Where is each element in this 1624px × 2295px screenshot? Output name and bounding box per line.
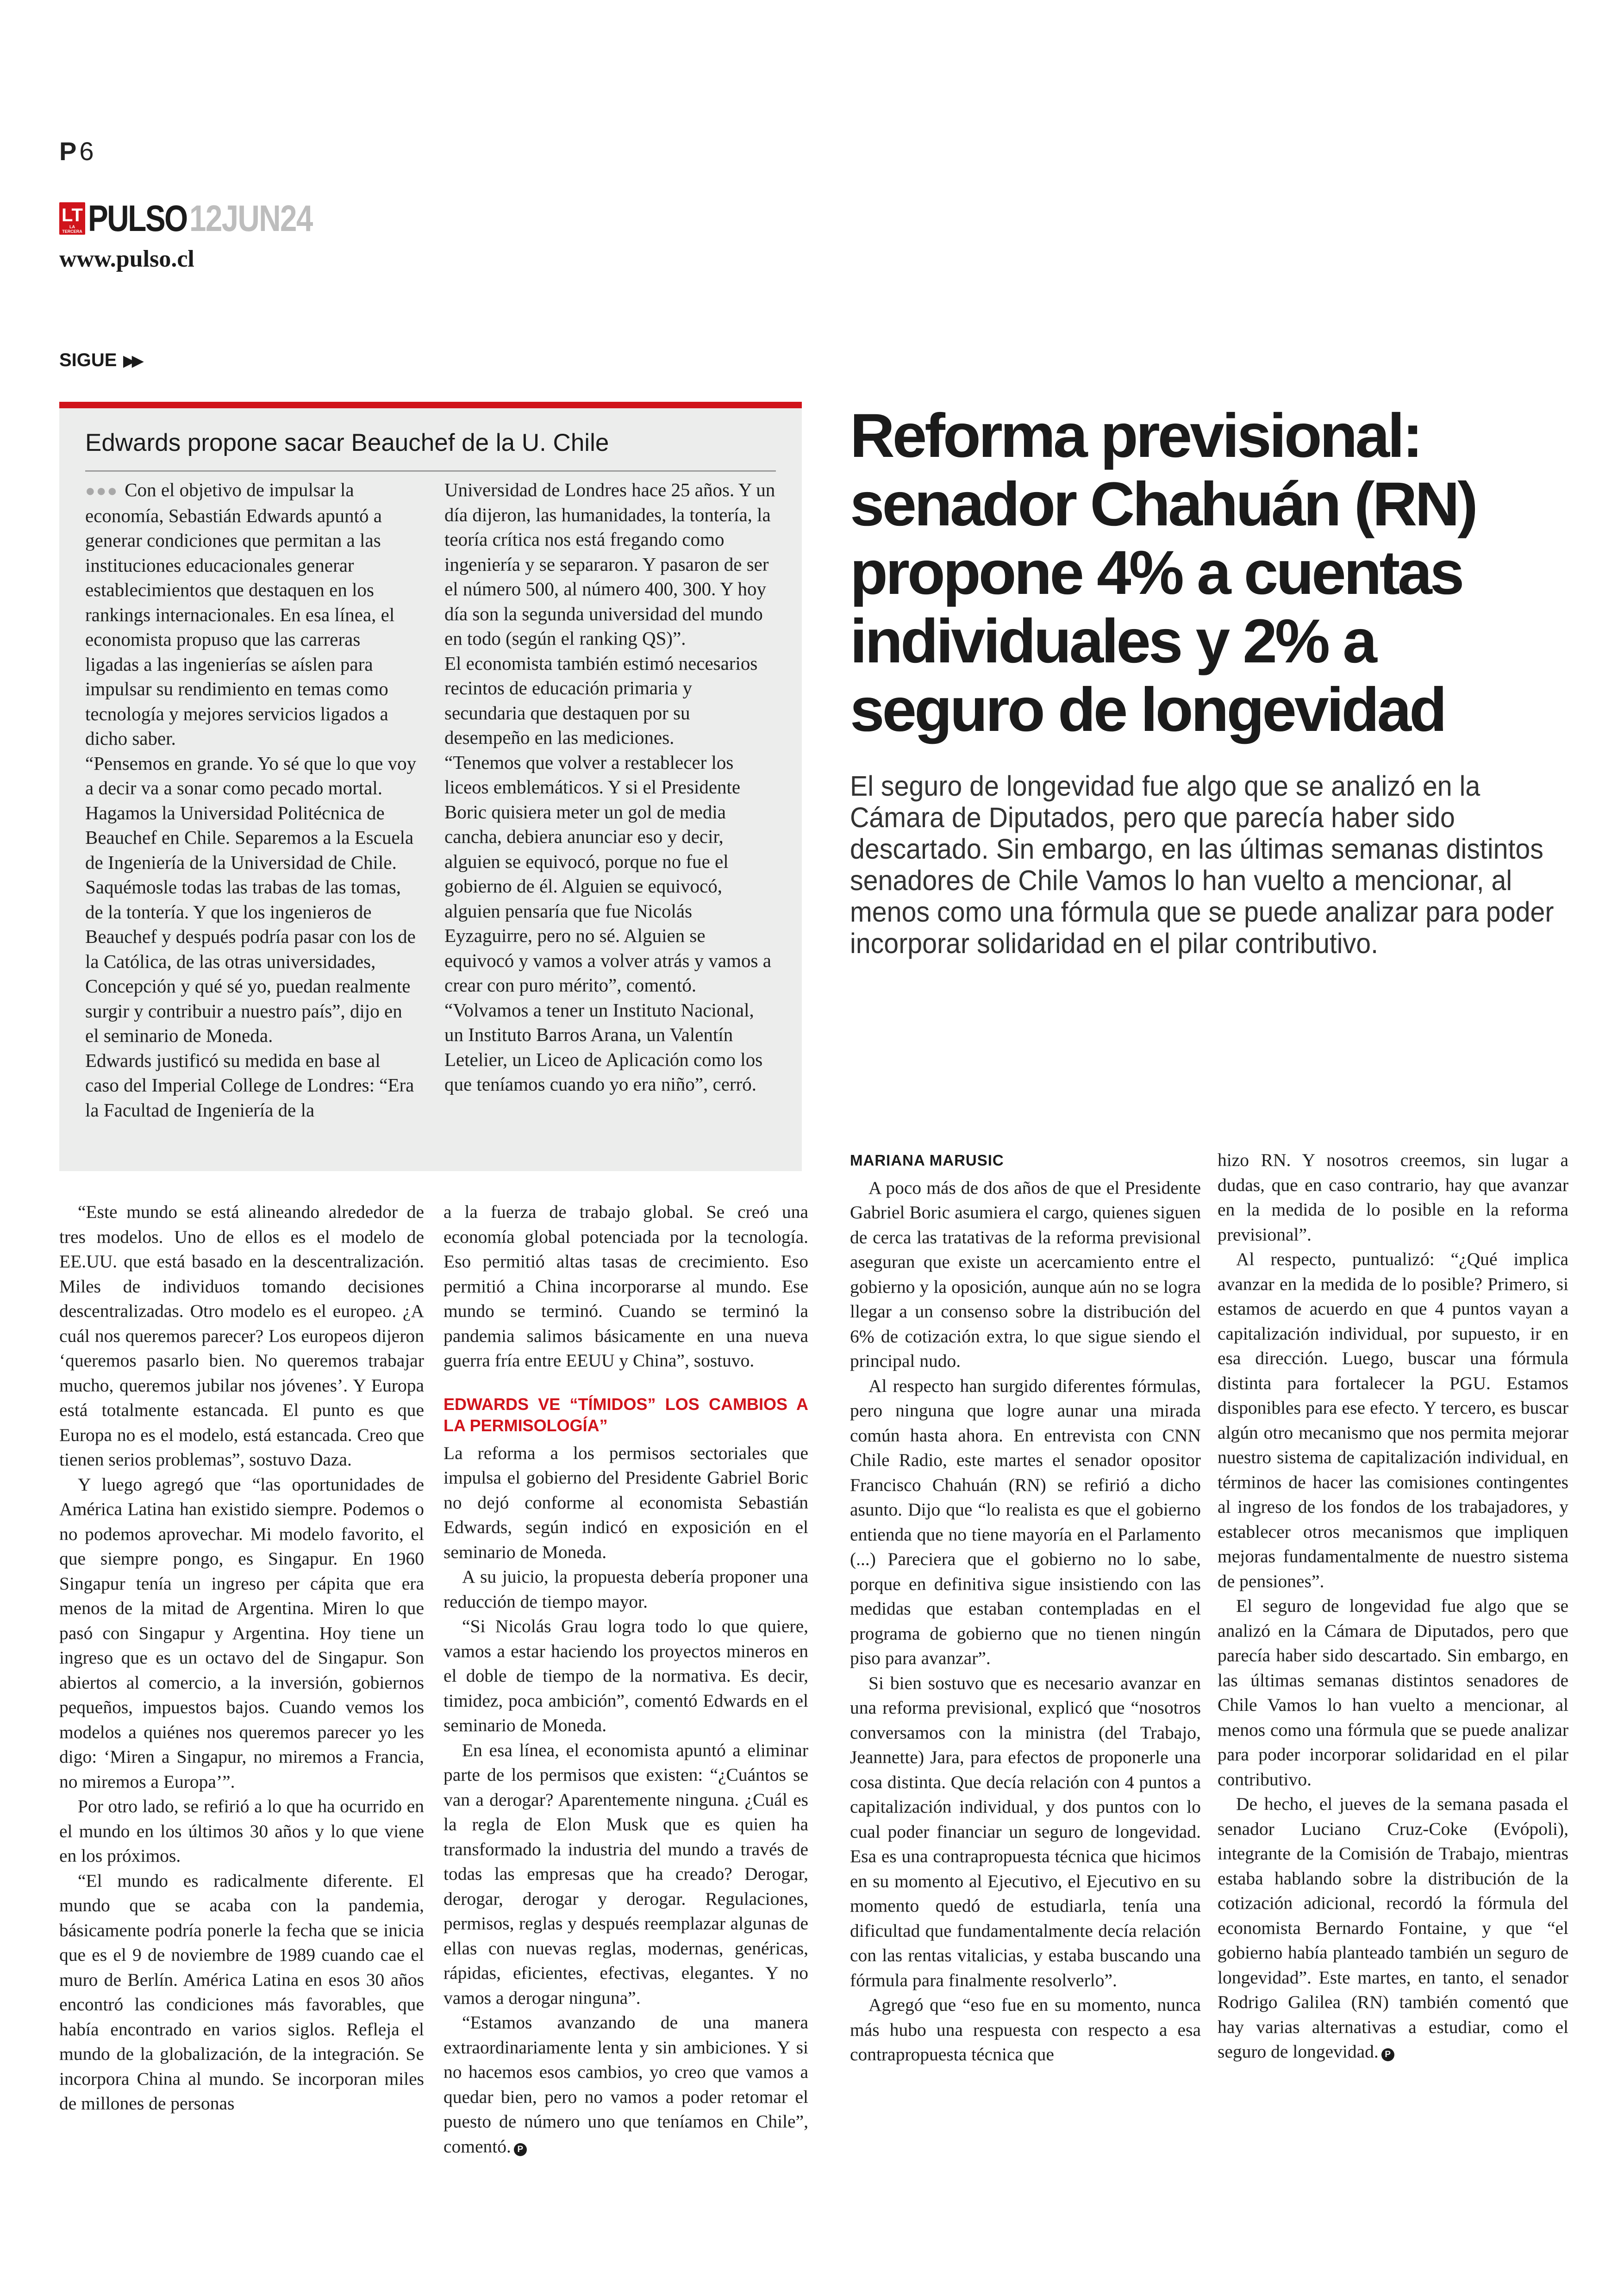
- section-subhead: EDWARDS VE “TÍMIDOS” LOS CAMBIOS A LA PERMISOLOGÍA”: [443, 1394, 808, 1435]
- body-paragraph: Al respecto han surgido diferentes fórmulas, pero ninguna que logre aunar una mirada común hasta ahora. En entrevista con CNN Chile Radio, este martes el senador opositor Francisco Chahuán (RN) se refirió a dicho asunto. Dijo que “lo realista es que el gobierno entienda que no tiene mayoría en el Parlamento (...) Pareciera que el gobierno no lo sabe, porque en definitiva sigue insistiendo con las medidas que estaban contempladas en el programa de gobierno que no tienen ningún piso para avanzar”.: [850, 1375, 1201, 1668]
- body-paragraph: A su juicio, la propuesta debería proponer una reducción de tiempo mayor.: [443, 1566, 808, 1612]
- article-headline: Reforma previsional: senador Chahuán (RN) propone 4% a cuentas individuales y 2% a seguro de longevidad: [850, 401, 1476, 744]
- sidebar-column-2: [444, 478, 776, 1123]
- sidebar-paragraph: ●●● Con el objetivo de impulsar la economía, Sebastián Edwards apuntó a generar condiciones que permitan a las instituciones educacionales generar establecimientos que destaquen en los rankings internacionales. En esa línea, el economista propuso que las carreras ligadas a las ingenierías se aíslen para impulsar su rendimiento en temas como tecnología y mejores servicios ligados a dicho saber.: [85, 479, 395, 749]
- article-deck: El seguro de longevidad fue algo que se analizó en la Cámara de Diputados, pero que parecía haber sido descartado. Sin embargo, en las últimas semanas distintos senadores de Chile Vamos lo han vuelto a mencionar, al menos como una fórmula que se puede analizar para poder incorporar solidaridad en el pilar contributivo.: [850, 770, 1554, 959]
- body-paragraph: hizo RN. Y nosotros creemos, sin lugar a dudas, que en caso contrario, hay que avanzar en la medida de lo posible en la reforma previsional”.: [1218, 1150, 1568, 1245]
- article-column-1: [850, 1148, 1201, 2067]
- body-paragraph: “Estamos avanzando de una manera extraordinariamente lenta y sin ambiciones. Y si no hacemos esos cambios, yo creo que vamos a quedar bien, pero no vamos a poder retomar el puesto de número uno que teníamos en Chile”, comentó. P: [443, 2012, 808, 2157]
- sidebar-title: Edwards propone sacar Beauchef de la U. Chile: [85, 429, 609, 456]
- sidebar-columns: [85, 478, 776, 1123]
- end-of-article-icon: P: [1381, 2048, 1394, 2061]
- la-tercera-logo: LT LA TERCERA: [59, 202, 85, 235]
- body-paragraph: Y luego agregó que “las oportunidades de América Latina han existido siempre. Podemos o no podemos aprovechar. Mi modelo favorito, el que siempre pongo, es Singapur. En 1960 Singapur tenía un ingreso per cápita que era menos de la mitad de Argentina. Miren lo que pasó con Singapur y Argentina. Hoy tiene un ingreso que es un octavo del de Singapur. Son abiertos al comercio, a la inversión, gobiernos pequeños, impuestos bajos. Cuando vemos los modelos a quiénes nos queremos parecer yo les digo: ‘Miren a Singapur, no miremos a Francia, no miremos a Europa’”.: [59, 1474, 424, 1792]
- sidebar-column-1: [85, 478, 417, 1123]
- body-paragraph: De hecho, el jueves de la semana pasada el senador Luciano Cruz-Coke (Evópoli), integrante de la Comisión de Trabajo, mientras estaba hablando sobre la distribución de la cotización adicional, recordó la fórmula del economista Bernardo Fontaine, y que “el gobierno había planteado también un seguro de longevidad”. Este martes, en tanto, el senador Rodrigo Galilea (RN) también comentó que hay varias alternativas a estudiar, como el seguro de longevidad. P: [1218, 1794, 1568, 2062]
- sidebar-paragraph: El economista también estimó necesarios recintos de educación primaria y secundaria que destaquen por su desempeño en las mediciones.: [444, 652, 758, 748]
- sidebar-paragraph: Universidad de Londres hace 25 años. Y un día dijeron, las humanidades, la tontería, la teoría crítica nos está fregando como ingeniería y se separaron. Y pasaron de ser el número 500, al número 400, 300. Y hoy día son la segunda universidad del mundo en todo (según el ranking QS)”.: [444, 479, 775, 649]
- bullet-dots-icon: ●●●: [85, 481, 119, 500]
- body-paragraph: Si bien sostuvo que es necesario avanzar en una reforma previsional, explicó que “nosotros conversamos con la ministra (del Trabajo, Jeannette) Jara, para efectos de proponerle una cosa distinta. Que decía relación con 4 puntos a capitalización individual, y dos puntos con lo cual poder financiar un seguro de longevidad. Esa es una contrapropuesta técnica que hicimos en su momento al Ejecutivo, el Ejecutivo en su momento quedó de estudiarla, tenía una dificultad que fundamentalmente decía relación con las rentas vitalicias, y estaba buscando una fórmula para finalmente resolverlo”.: [850, 1672, 1201, 1990]
- body-paragraph: En esa línea, el economista apuntó a eliminar parte de los permisos que existen: “¿Cuántos se van a derogar? Aparentemente ninguna. ¿Cuál es la regla de Elon Musk que es quien ha transformado la industria del mundo a través de todas las empresas que ha creado? Derogar, derogar, derogar y derogar. Regulaciones, permisos, reglas y después reemplazar algunas de ellas con nuevas reglas, modernas, genéricas, rápidas, eficientes, efectivas, elegantes. Y no vamos a derogar ninguna”.: [443, 1740, 808, 2008]
- brand-name: PULSO: [88, 198, 187, 239]
- double-arrow-icon: ▶▶: [123, 352, 141, 369]
- body-paragraph: A poco más de dos años de que el Presidente Gabriel Boric asumiera el cargo, quienes siguen de cerca las tratativas de la reforma previsional aseguran que existe un acercamiento entre el gobierno y la oposición, aunque aún no se logra llegar a un consenso sobre la distribución del 6% de cotización extra, lo que sigue siendo el principal nudo.: [850, 1177, 1201, 1371]
- section-label: SIGUE ▶▶: [59, 350, 141, 370]
- body-paragraph: “Si Nicolás Grau logra todo lo que quiere, vamos a estar haciendo los proyectos mineros en el doble de tiempo de la normativa. Es decir, timidez, poca ambición”, comentó Edwards en el seminario de Moneda.: [443, 1616, 808, 1735]
- issue-date: 12JUN24: [189, 198, 312, 239]
- sidebar-divider: [85, 470, 776, 472]
- masthead: [59, 200, 339, 237]
- body-paragraph: “El mundo es radicalmente diferente. El mundo que se acaba con la pandemia, básicamente podría ponerle la fecha que se inicia que es el 9 de noviembre de 1989 cuando cae el muro de Berlín. América Latina en esos 30 años encontró las condiciones más favorables, que había encontrado en varios siglos. Refleja el mundo de la globalización, de la integración. Se incorpora China al mundo. Se incorporan miles de millones de personas: [59, 1870, 424, 2114]
- body-paragraph: a la fuerza de trabajo global. Se creó una economía global potenciada por la tecnología. Eso permitió altas tasas de crecimiento. Eso permitió a China incorporarse al mundo. Ese mundo se terminó. Cuando se terminó la pandemia salimos básicamente en una nueva guerra fría entre EEUU y China”, sostuvo.: [443, 1202, 808, 1371]
- website-url[interactable]: www.pulso.cl: [59, 246, 194, 272]
- edwards-column-2: [443, 1200, 808, 2159]
- body-paragraph: Al respecto, puntualizó: “¿Qué implica avanzar en la medida de lo posible? Primero, si estamos de acuerdo en que 4 puntos vayan a capitalización individual, por supuesto, ir en esa dirección. Luego, buscar una fórmula distinta para fortalecer la PGU. Estamos disponibles para ese efecto. Y tercero, es buscar algún otro mecanismo que nos permita mejorar nuestro sistema de capitalización individual, en términos de hacer las comisiones contingentes al ingreso de los fondos de los trabajadores, y establecer otros mecanismos que impliquen mejoras fundamentalmente de nuestro sistema de pensiones”.: [1218, 1249, 1568, 1591]
- sidebar-box: [59, 402, 802, 1171]
- body-paragraph: Agregó que “eso fue en su momento, nunca más hubo una respuesta con respecto a esa contrapropuesta técnica que: [850, 1995, 1201, 2064]
- edwards-column-1: [59, 1200, 424, 2116]
- article-column-2: [1218, 1148, 1568, 2064]
- sidebar-paragraph: Edwards justificó su medida en base al caso del Imperial College de Londres: “Era la Facultad de Ingeniería de la: [85, 1049, 414, 1121]
- sidebar-paragraph: “Volvamos a tener un Instituto Nacional, un Instituto Barros Arana, un Valentín Letelier, un Liceo de Aplicación como los que teníamos cuando yo era niño”, cerró.: [444, 999, 763, 1095]
- page-number: P 6: [59, 137, 94, 166]
- sidebar-paragraph: “Pensemos en grande. Yo sé que lo que voy a decir va a sonar como pecado mortal. Hagamos la Universidad Politécnica de Beauchef en Chile. Separemos a la Escuela de Ingeniería de la Universidad de Chile. Saquémosle todas las trabas de las tomas, de la tontería. Y que los ingenieros de Beauchef y después podría pasar con los de la Católica, de las otras universidades, Concepción y qué sé yo, puedan realmente surgir y contribuir a nuestro país”, dijo en el seminario de Moneda.: [85, 752, 417, 1046]
- end-of-article-icon: P: [514, 2143, 527, 2156]
- body-paragraph: La reforma a los permisos sectoriales que impulsa el gobierno del Presidente Gabriel Boric no dejó conforme al economista Sebastián Edwards, según indicó en exposición en el seminario de Moneda.: [443, 1442, 808, 1562]
- body-paragraph: Por otro lado, se refirió a lo que ha ocurrido en el mundo en los últimos 30 años y lo que viene en los próximos.: [59, 1796, 424, 1866]
- sidebar-paragraph: “Tenemos que volver a restablecer los liceos emblemáticos. Y si el Presidente Boric quisiera meter un gol de media cancha, debiera anunciar eso y decir, alguien se equivocó, porque no fue el gobierno de él. Alguien se equivocó, alguien pensaría que fue Nicolás Eyzaguirre, pero no sé. Alguien se equivocó y vamos a volver atrás y vamos a crear con puro mérito”, comentó.: [444, 751, 771, 996]
- body-paragraph: El seguro de longevidad fue algo que se analizó en la Cámara de Diputados, pero que parecía haber sido descartado. Sin embargo, en las últimas semanas distintos senadores de Chile Vamos lo han vuelto a mencionar, al menos como una fórmula que se puede analizar para poder incorporar solidaridad en el pilar contributivo.: [1218, 1596, 1568, 1790]
- body-paragraph: “Este mundo se está alineando alrededor de tres modelos. Uno de ellos es el modelo de EE.UU. que está basado en la descentralización. Miles de individuos tomando decisiones descentralizadas. Otro modelo es el europeo. ¿A cuál nos queremos parecer? Los europeos dijeron ‘queremos pasarlo bien. No queremos trabajar mucho, queremos jubilar nos jóvenes’. Y Europa está totalmente estancada. El punto es que Europa no es el modelo, está estancada. Creo que tienen serios problemas”, sostuvo Daza.: [59, 1202, 424, 1470]
- author-byline: MARIANA MARUSIC: [850, 1152, 1004, 1169]
